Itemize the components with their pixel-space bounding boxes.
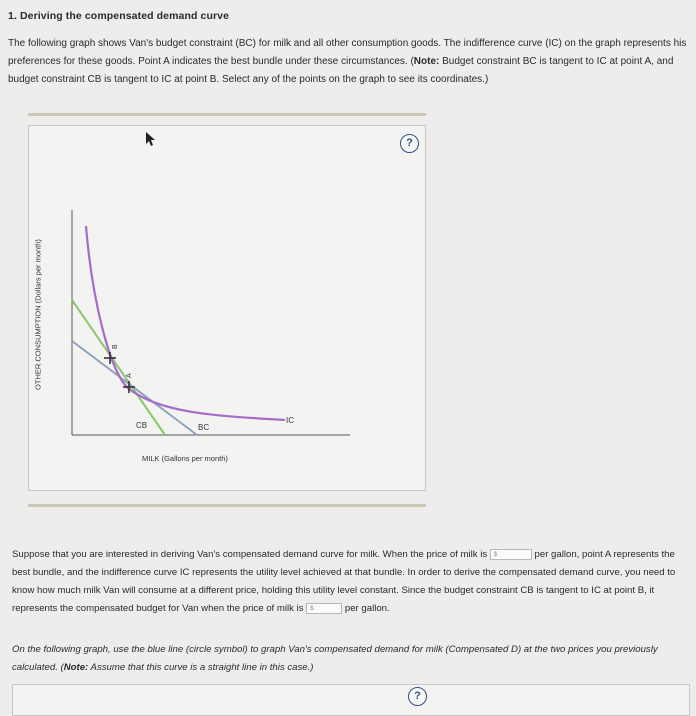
instruction-note-label: Note: — [63, 662, 89, 673]
instruction-paragraph — [12, 641, 688, 677]
cb-label: CB — [136, 421, 148, 430]
x-axis-label: MILK (Gallons per month) — [142, 454, 228, 463]
indifference-curve[interactable] — [86, 226, 285, 420]
bc-budget-line[interactable] — [72, 341, 197, 435]
price-b-input[interactable]: $ — [306, 603, 342, 614]
bottom-graph-help-button[interactable]: ? — [408, 687, 427, 706]
bc-label: BC — [198, 423, 210, 432]
intro-note-label: Note: — [413, 56, 440, 67]
question-paragraph — [12, 546, 688, 618]
divider-bottom — [28, 504, 426, 507]
price-a-input[interactable]: $ — [490, 549, 532, 560]
cursor-arrow-icon — [146, 132, 155, 146]
instruction-text-2: Assume that this curve is a straight line in this case.) — [88, 662, 314, 673]
y-axis-label: OTHER CONSUMPTION (Dollars per month) — [33, 239, 43, 390]
compensated-demand-graph-panel — [12, 684, 690, 716]
section-title: 1. Deriving the compensated demand curve — [8, 10, 230, 22]
question-text-3: per gallon. — [342, 603, 390, 614]
cb-budget-line[interactable] — [72, 300, 165, 435]
question-text-2: per gallon, point A represents the best bundle, and the indifference curve IC represents the utility level achieved at that bundle. In order to derive the compensated demand curve, you need to know how much milk Van will consume at a different price, holding this utility level constant. Since the budget constraint CB is tangent to IC at point B, it represents the compensated budget for Van when the price of milk is — [12, 549, 676, 614]
question-text-1: Suppose that you are interested in deriving Van's compensated demand curve for milk. When the price of milk is — [12, 549, 490, 560]
instruction-text-1: On the following graph, use the blue line (circle symbol) to graph Van's compensated demand for milk (Compensated D) at the two prices you previously calculated. ( — [12, 644, 658, 673]
intro-text-2: Budget constraint BC is tangent to IC at point A, and budget constraint CB is tangent to IC at point B. Select any of the points on the graph to see its coordinates.) — [8, 56, 674, 85]
point-a-label: A — [126, 373, 133, 378]
point-b-label: B — [112, 344, 119, 349]
ic-label: IC — [286, 416, 294, 425]
intro-text-1: The following graph shows Van's budget constraint (BC) for milk and all other consumption goods. The indifference curve (IC) on the graph represents his preferences for these goods. Point A indicates the best bundle under these circumstances. ( — [8, 38, 687, 67]
graph-help-button[interactable]: ? — [400, 134, 419, 153]
